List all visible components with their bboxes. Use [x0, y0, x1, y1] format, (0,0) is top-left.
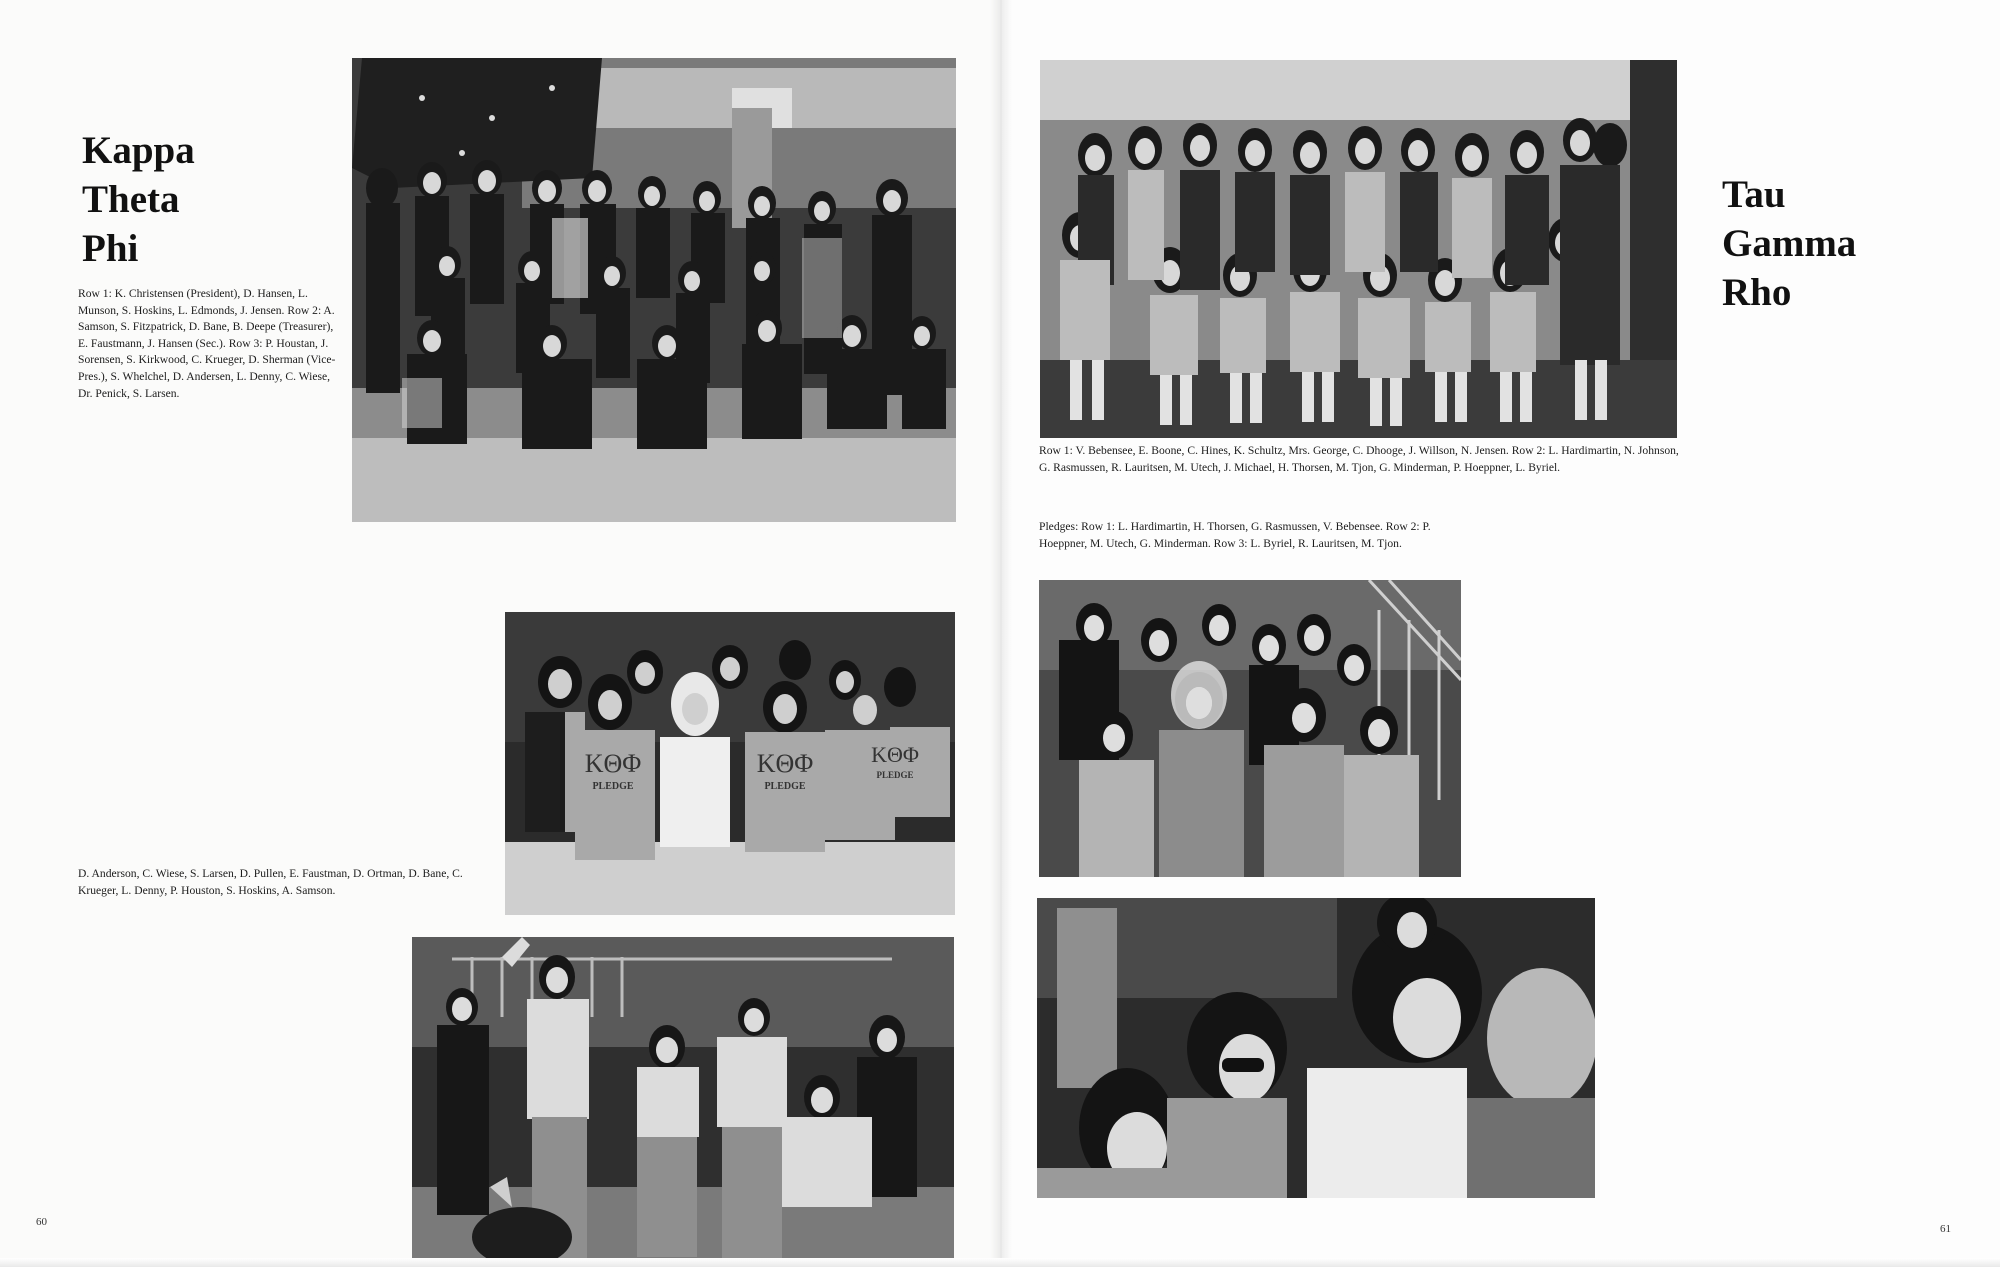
pledge-shirt-word: PLEDGE — [764, 781, 806, 792]
kappa-pledge-photo — [505, 612, 955, 915]
kappa-pledge-photo-image — [505, 612, 955, 915]
tau-members-caption: Row 1: V. Bebensee, E. Boone, C. Hines, K. Schultz, Mrs. George, C. Dhooge, J. Willson, N. Jensen. Row 2: L. Hardimartin, N. Johnson, G. Rasmussen, R. Lauritsen, M. Utech, J. Michael, H. Thorsen, M. Tjon, G. Minderman, P. Hoeppner, L. Byriel. — [1039, 444, 1679, 474]
heading-line: Theta — [82, 178, 180, 221]
tau-gamma-rho-heading — [1722, 170, 1856, 317]
kappa-party-photo-image — [412, 937, 954, 1258]
kappa-members-caption: Row 1: K. Christensen (President), D. Hansen, L. Munson, S. Hoskins, L. Edmonds, J. Jensen. Row 2: A. Samson, S. Fitzpatrick, D. Bane, B. Deepe (Treasurer), E. Faustmann, J. Hansen (Sec.). Row 3: P. Houstan, J. Sorensen, S. Kirkwood, C. Krueger, D. Sherman (Vice-Pres.), S. Whelchel, D. Andersen, L. Denny, C. Wiese, Dr. Penick, S. Larsen. — [78, 287, 336, 400]
tau-pledge-photo-image — [1039, 580, 1461, 877]
kappa-party-photo — [412, 937, 954, 1258]
heading-line: Gamma — [1722, 222, 1857, 265]
tau-group-photo-image — [1040, 60, 1677, 438]
heading-line: Phi — [82, 227, 139, 270]
page-number-left: 60 — [36, 1216, 47, 1228]
kappa-pledges-caption: D. Anderson, C. Wiese, S. Larsen, D. Pullen, E. Faustman, D. Ortman, D. Bane, C. Krueger, L. Denny, P. Houston, S. Hoskins, A. Samson. — [78, 867, 463, 897]
tau-candid-photo — [1037, 898, 1595, 1198]
kappa-theta-phi-heading — [82, 126, 195, 273]
page-number-right: 61 — [1940, 1223, 1951, 1235]
tau-candid-photo-image — [1037, 898, 1595, 1198]
pledge-shirt-letters: KΘΦ — [871, 742, 919, 767]
heading-line: Rho — [1722, 271, 1792, 314]
kappa-group-photo — [352, 58, 956, 522]
tau-pledge-photo — [1039, 580, 1461, 877]
heading-line: Kappa — [82, 129, 195, 172]
tau-pledges-caption: Pledges: Row 1: L. Hardimartin, H. Thorsen, G. Rasmussen, V. Bebensee. Row 2: P. Hoeppner, M. Utech, G. Minderman. Row 3: L. Byriel, R. Lauritsen, M. Tjon. — [1039, 520, 1431, 550]
heading-line: Tau — [1722, 173, 1786, 216]
pledge-shirt-word: PLEDGE — [592, 781, 634, 792]
page-gutter — [990, 0, 1012, 1267]
pledge-shirt-letters: KΘΦ — [756, 749, 814, 778]
pledge-shirt-word: PLEDGE — [876, 770, 914, 780]
page-bottom-edge — [0, 1258, 2000, 1267]
kappa-group-photo-image — [352, 58, 956, 522]
tau-group-photo — [1040, 60, 1677, 438]
pledge-shirt-letters: KΘΦ — [584, 749, 642, 778]
